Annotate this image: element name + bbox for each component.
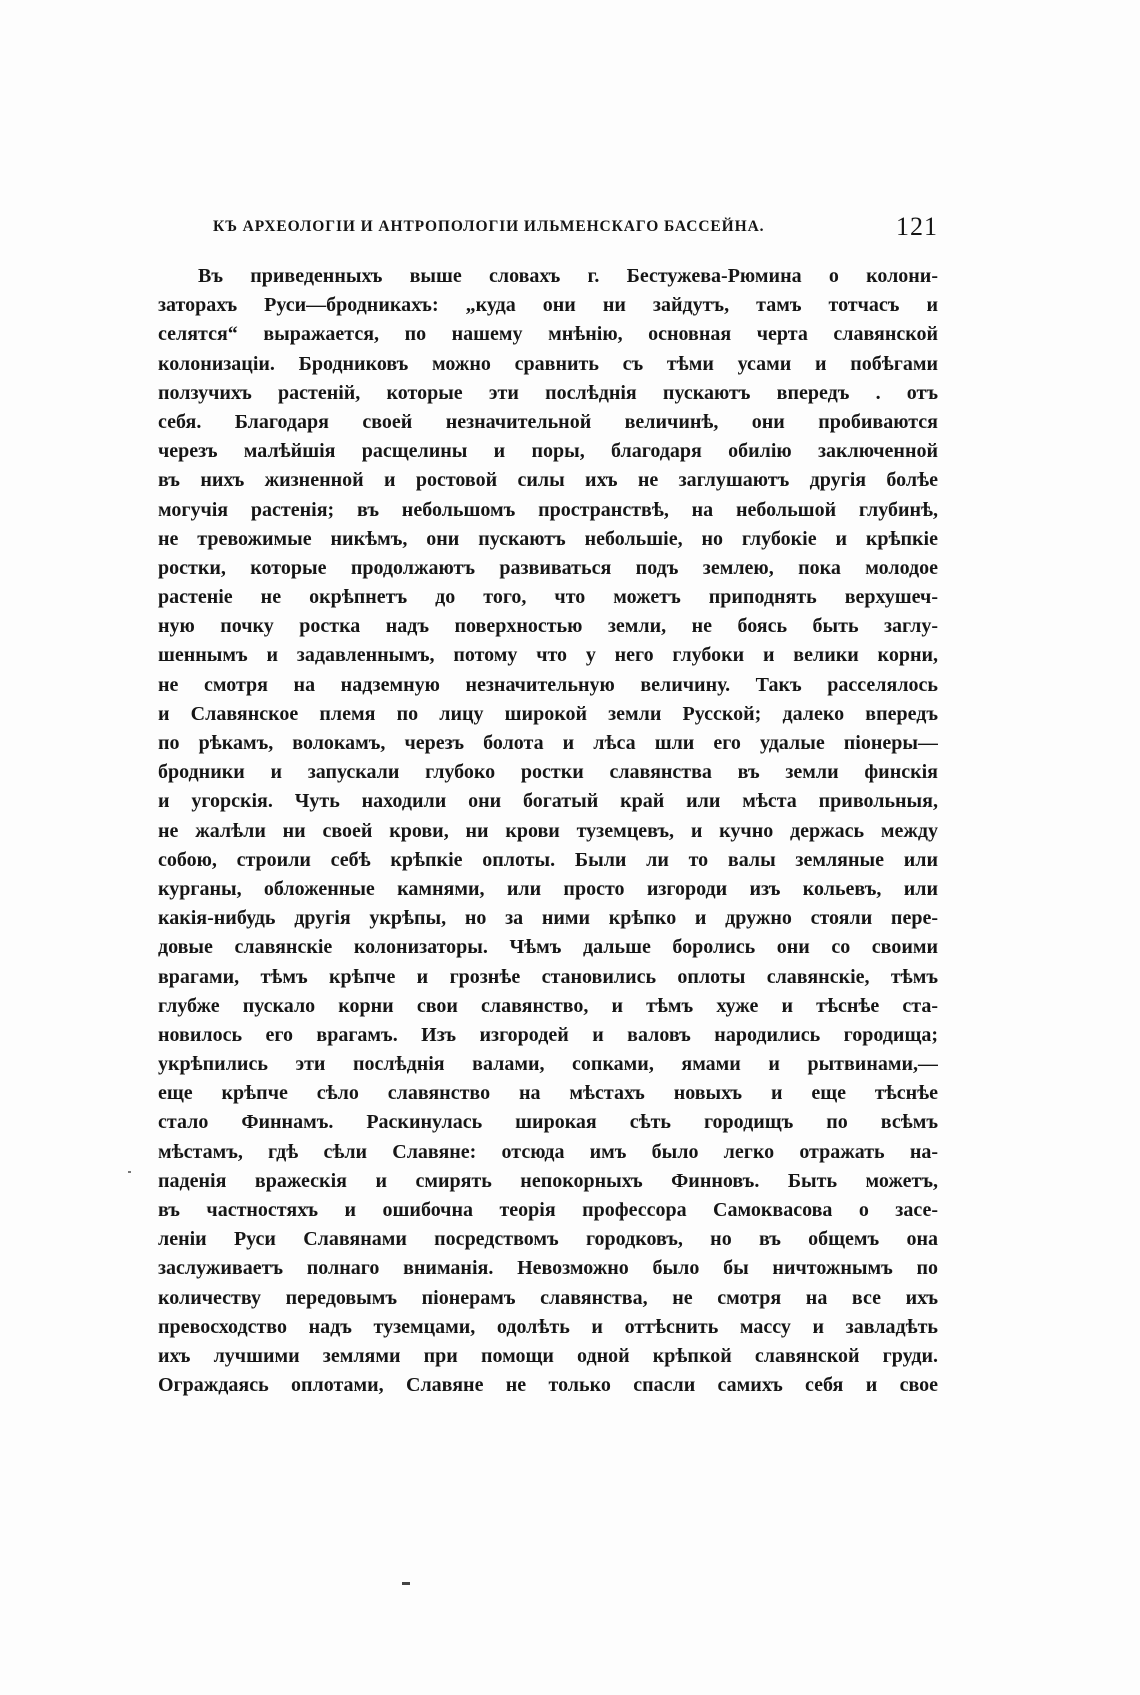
text-line: довые славянскіе колонизаторы. Чѣмъ дальше боролись они со своими — [158, 936, 938, 959]
text-line: селятся“ выражается, по нашему мнѣнію, основная черта славянской — [158, 323, 938, 346]
text-line: количеству передовымъ піонерамъ славянства, не смотря на все ихъ — [158, 1286, 938, 1309]
running-head — [213, 212, 938, 240]
footer-mark — [402, 1582, 410, 1585]
text-line: себя. Благодаря своей незначительной величинѣ, они пробиваются — [158, 410, 938, 433]
text-line: врагами, тѣмъ крѣпче и грознѣе становились оплоты славянскіе, тѣмъ — [158, 965, 938, 988]
text-line: ихъ лучшими землями при помощи одной крѣпкой славянской груди. — [158, 1344, 938, 1367]
text-line: ростки, которые продолжаютъ развиваться подъ землею, пока молодое — [158, 556, 938, 579]
text-line: еще крѣпче сѣло славянство на мѣстахъ новыхъ и еще тѣснѣе — [158, 1082, 938, 1105]
text-line: заслуживаетъ полнаго вниманія. Невозможно было бы ничтожнымъ по — [158, 1257, 938, 1280]
body-text — [158, 262, 938, 1400]
text-line: по рѣкамъ, волокамъ, черезъ болота и лѣса шли его удалые піонеры— — [158, 732, 938, 754]
text-line: колонизаціи. Бродниковъ можно сравнить съ тѣми усами и побѣгами — [158, 352, 938, 375]
text-line: Ограждаясь оплотами, Славяне не только спасли самихъ себя и свое — [158, 1374, 938, 1397]
text-line: заторахъ Руси—бродникахъ: „куда они ни зайдутъ, тамъ тотчасъ и — [158, 294, 938, 317]
text-line: черезъ малѣйшія расщелины и поры, благодаря обилію заключенной — [158, 440, 938, 463]
text-line: собою, строили себѣ крѣпкіе оплоты. Были ли то валы земляные или — [158, 848, 938, 871]
text-line: стало Финнамъ. Раскинулась широкая сѣть городищъ по всѣмъ — [158, 1111, 938, 1134]
text-line: растеніе не окрѣпнетъ до того, что можетъ приподнять верхушеч- — [158, 586, 938, 609]
text-line: не смотря на надземную незначительную величину. Такъ расселялось — [158, 673, 938, 696]
running-head-title: КЪ АРХЕОЛОГІИ И АНТРОПОЛОГІИ ИЛЬМЕНСКАГО БАССЕЙНА. — [213, 218, 765, 235]
text-line: леніи Руси Славянами посредствомъ городковъ, но въ общемъ она — [158, 1228, 938, 1251]
text-line: новилось его врагамъ. Изъ изгородей и валовъ народились городища; — [158, 1023, 938, 1046]
page-number: 121 — [896, 212, 938, 241]
text-line: Въ приведенныхъ выше словахъ г. Бестужева-Рюмина о колони- — [198, 265, 938, 287]
text-line: и угорскія. Чуть находили они богатый край или мѣста привольныя, — [158, 790, 938, 813]
text-line: паденія вражескія и смирять непокорныхъ Финновъ. Быть можетъ, — [158, 1169, 938, 1192]
text-line: въ частностяхъ и ошибочна теорія профессора Самоквасова о засе- — [158, 1199, 938, 1221]
text-line: не жалѣли ни своей крови, ни крови туземцевъ, и кучно держась между — [158, 819, 938, 842]
text-line: укрѣпились эти послѣднія валами, сопками, ямами и рытвинами,— — [158, 1053, 938, 1076]
text-line: бродники и запускали глубоко ростки славянства въ земли финскія — [158, 761, 938, 784]
text-line: ползучихъ растеній, которые эти послѣднія пускаютъ впередъ . отъ — [158, 381, 938, 404]
text-line: ную почку ростка надъ поверхностью земли, не боясь быть заглу- — [158, 615, 938, 638]
text-line: курганы, обложенные камнями, или просто изгороди изъ кольевъ, или — [158, 877, 938, 900]
text-line: не тревожимые никѣмъ, они пускаютъ небольшіе, но глубокіе и крѣпкіе — [158, 527, 938, 550]
text-line: какія-нибудь другія укрѣпы, но за ними крѣпко и дружно стояли пере- — [158, 907, 938, 930]
text-line: могучія растенія; въ небольшомъ пространствѣ, на небольшой глубинѣ, — [158, 498, 938, 521]
margin-mark — [128, 1171, 131, 1173]
text-line: глубже пускало корни свои славянство, и тѣмъ хуже и тѣснѣе ста- — [158, 994, 938, 1017]
text-line: шеннымъ и задавленнымъ, потому что у него глубоки и велики корни, — [158, 644, 938, 667]
text-line: въ нихъ жизненной и ростовой силы ихъ не заглушаютъ другія болѣе — [158, 469, 938, 492]
text-line: мѣстамъ, гдѣ сѣли Славяне: отсюда имъ было легко отражать на- — [158, 1140, 938, 1163]
text-line: превосходство надъ туземцами, одолѣть и оттѣснить массу и завладѣть — [158, 1315, 938, 1338]
text-line: и Славянское племя по лицу широкой земли Русской; далеко впередъ — [158, 702, 938, 725]
